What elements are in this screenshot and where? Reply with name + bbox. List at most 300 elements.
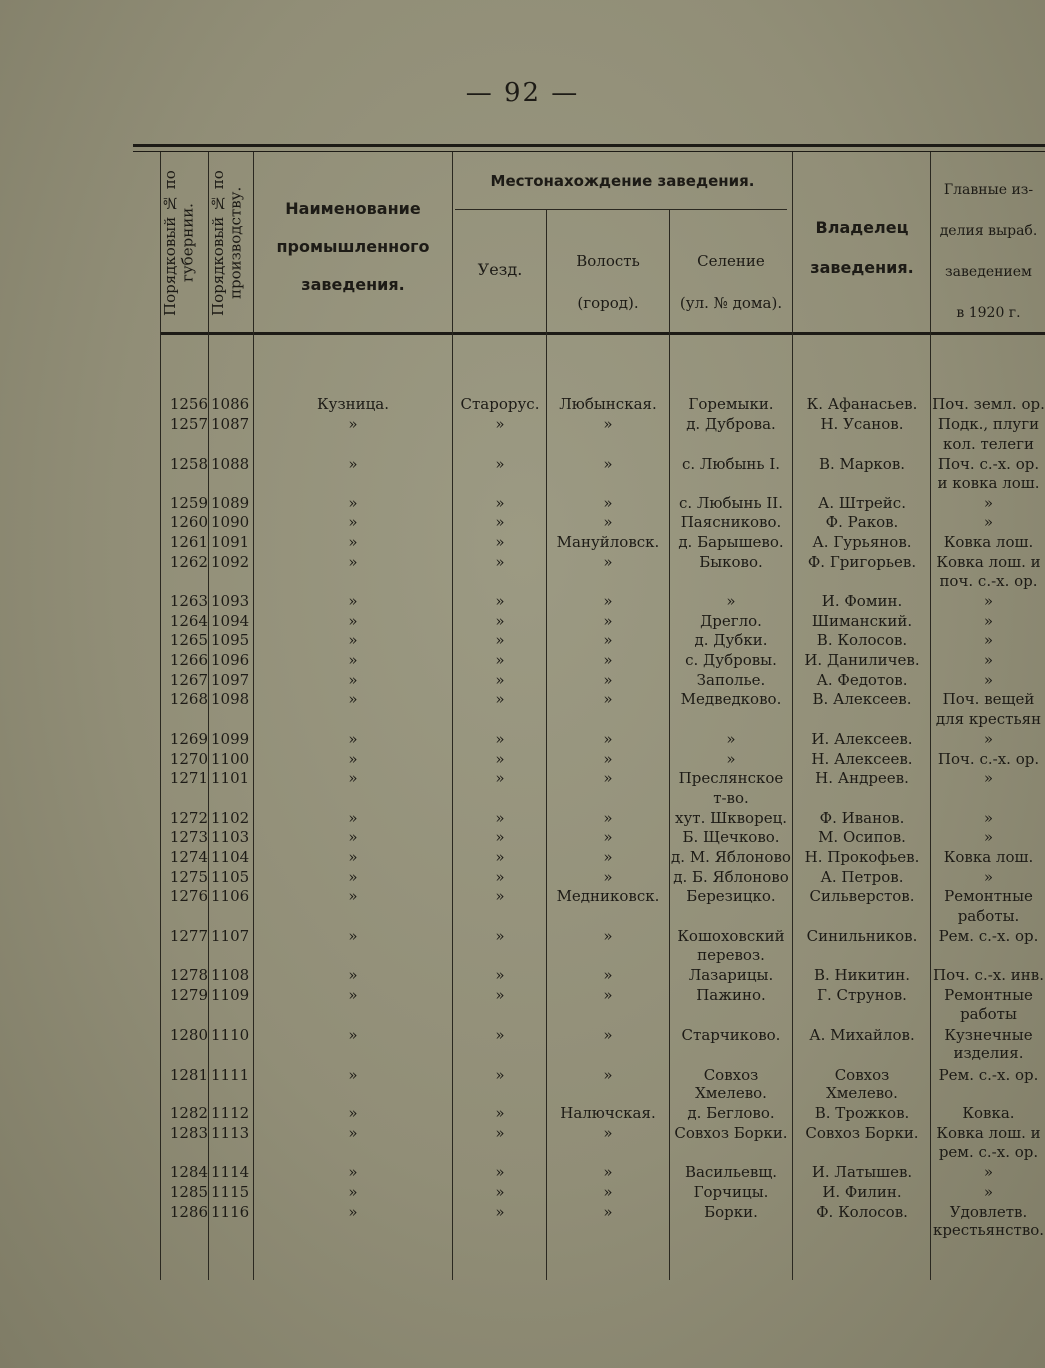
row-uezd: » — [495, 455, 505, 473]
row-products: » — [983, 1163, 994, 1181]
row-establishment-name: » — [348, 651, 358, 669]
row-establishment-name: » — [348, 513, 358, 531]
row-selenie: Дрегло. — [700, 612, 762, 630]
row-selenie: д. Дуброва. — [686, 415, 776, 433]
table-row — [0, 670, 1045, 690]
row-volost: » — [603, 927, 613, 945]
row-selenie: Березицко. — [686, 887, 776, 905]
row-number-production: 1096 — [211, 651, 250, 669]
row-owner: И. Даниличев. — [804, 651, 920, 669]
row-selenie: с. Дубровы. — [685, 651, 777, 669]
row-number-gubernia: 1270 — [169, 750, 208, 768]
row-volost: » — [603, 631, 613, 649]
row-number-production: 1109 — [211, 986, 250, 1004]
table-row — [0, 926, 1045, 946]
row-number-production: 1108 — [211, 966, 250, 984]
row-products: Поч. с.-х. инв. — [932, 966, 1044, 984]
row-selenie: » — [726, 592, 736, 610]
continuation-1262-product: поч. с.-х. ор. — [939, 572, 1038, 590]
table-row — [0, 591, 1045, 611]
table-row — [0, 768, 1045, 788]
row-volost: Любынская. — [559, 395, 657, 413]
header-col-name-line3: заведения. — [301, 275, 405, 294]
row-establishment-name: » — [348, 1066, 358, 1084]
continuation-1277-selenie: перевоз. — [697, 946, 765, 964]
row-volost: » — [603, 848, 613, 866]
row-number-gubernia: 1258 — [169, 455, 208, 473]
row-uezd: » — [495, 1183, 505, 1201]
row-selenie: Старчиково. — [681, 1026, 781, 1044]
row-owner: Ф. Григорьев. — [807, 553, 917, 571]
row-owner: А. Михайлов. — [809, 1026, 915, 1044]
row-number-production: 1104 — [211, 848, 250, 866]
row-volost: » — [603, 513, 613, 531]
row-products: Поч. с.-х. ор. — [937, 750, 1040, 768]
header-col-products-line1: Главные из- — [943, 182, 1034, 198]
table-row — [0, 867, 1045, 887]
row-products: » — [983, 612, 994, 630]
row-establishment-name: » — [348, 730, 358, 748]
continuation-1281-selenie: Хмелево. — [695, 1084, 767, 1102]
row-number-production: 1090 — [211, 513, 250, 531]
row-selenie: Кошоховский — [677, 927, 785, 945]
table-row — [0, 749, 1045, 769]
row-selenie: Совхоз — [703, 1066, 759, 1084]
table-row — [0, 611, 1045, 631]
continuation-1283-product: рем. с.-х. ор. — [938, 1143, 1039, 1161]
table-row — [0, 965, 1045, 985]
row-number-gubernia: 1268 — [169, 690, 208, 708]
location-subheader-rule — [455, 209, 787, 210]
row-owner: Ф. Иванов. — [819, 809, 905, 827]
row-number-gubernia: 1271 — [169, 769, 208, 787]
row-selenie: Пажино. — [696, 986, 766, 1004]
row-owner: Н. Усанов. — [820, 415, 904, 433]
row-uezd: » — [495, 671, 505, 689]
row-owner: Ф. Раков. — [825, 513, 899, 531]
row-selenie: д. Дубки. — [694, 631, 768, 649]
row-owner: Совхоз — [834, 1066, 890, 1084]
row-establishment-name: » — [348, 1163, 358, 1181]
continuation-1258-product: и ковка лош. — [937, 474, 1040, 492]
row-owner: Ф. Колосов. — [816, 1203, 908, 1221]
row-owner: Н. Прокофьев. — [804, 848, 920, 866]
header-col-selenie-line2: (ул. № дома). — [679, 294, 783, 312]
row-number-production: 1116 — [211, 1203, 250, 1221]
row-number-production: 1097 — [211, 671, 250, 689]
row-products: Поч. вещей — [942, 690, 1035, 708]
row-products: Поч. с.-х. ор. — [937, 455, 1040, 473]
row-volost: » — [603, 1203, 613, 1221]
header-col-owner — [794, 208, 930, 288]
header-col-volost-line1: Волость — [576, 252, 640, 270]
row-establishment-name: » — [348, 848, 358, 866]
row-volost: » — [603, 415, 613, 433]
row-number-gubernia: 1262 — [169, 553, 208, 571]
row-establishment-name: » — [348, 415, 358, 433]
row-volost: Медниковск. — [556, 887, 660, 905]
row-uezd: » — [495, 533, 505, 551]
row-number-production: 1088 — [211, 455, 250, 473]
row-uezd: » — [495, 809, 505, 827]
table-row — [0, 512, 1045, 532]
row-volost: Мануйловск. — [556, 533, 660, 551]
row-uezd: » — [495, 1026, 505, 1044]
row-uezd: » — [495, 612, 505, 630]
row-selenie: Медведково. — [680, 690, 782, 708]
row-number-production: 1115 — [211, 1183, 250, 1201]
continuation-1281-owner: Хмелево. — [826, 1084, 898, 1102]
row-number-gubernia: 1282 — [169, 1104, 208, 1122]
row-uezd: » — [495, 1163, 505, 1181]
row-selenie: Б. Щечково. — [682, 828, 780, 846]
row-number-production: 1101 — [211, 769, 250, 787]
table-row — [0, 729, 1045, 749]
top-rule-thin — [133, 151, 1045, 152]
row-products: » — [983, 1183, 994, 1201]
row-products: Подк., плуги — [937, 415, 1040, 433]
table-row — [0, 630, 1045, 650]
row-uezd: » — [495, 966, 505, 984]
row-selenie: Совхоз Борки. — [674, 1124, 788, 1142]
row-number-production: 1110 — [211, 1026, 250, 1044]
row-owner: А. Федотов. — [816, 671, 908, 689]
table-row — [0, 847, 1045, 867]
row-volost: » — [603, 690, 613, 708]
row-establishment-name: » — [348, 690, 358, 708]
row-number-production: 1112 — [211, 1104, 250, 1122]
row-uezd: » — [495, 494, 505, 512]
table-row — [0, 1025, 1045, 1045]
row-products: » — [983, 730, 994, 748]
header-rule — [160, 332, 1045, 335]
row-uezd: » — [495, 750, 505, 768]
table-row — [0, 808, 1045, 828]
row-number-production: 1093 — [211, 592, 250, 610]
header-col-owner-line2: заведения. — [810, 258, 914, 277]
row-establishment-name: » — [348, 1026, 358, 1044]
row-products: » — [983, 513, 994, 531]
header-col-gubernia-number: Порядковый № по губернии. — [161, 170, 197, 316]
row-volost: » — [603, 651, 613, 669]
row-number-gubernia: 1273 — [169, 828, 208, 846]
row-owner: Синильников. — [806, 927, 918, 945]
row-volost: » — [603, 494, 613, 512]
row-owner: А. Гурьянов. — [812, 533, 912, 551]
row-volost: » — [603, 1163, 613, 1181]
row-volost: » — [603, 730, 613, 748]
row-volost: » — [603, 553, 613, 571]
row-establishment-name: » — [348, 750, 358, 768]
table-row — [0, 394, 1045, 414]
row-volost: » — [603, 1026, 613, 1044]
header-col-volost — [548, 240, 668, 324]
row-uezd: » — [495, 1066, 505, 1084]
table-row — [0, 493, 1045, 513]
row-owner: Н. Алексеев. — [811, 750, 913, 768]
row-products: Удовлетв. — [949, 1203, 1028, 1221]
header-col-selenie — [671, 240, 791, 324]
row-uezd: » — [495, 651, 505, 669]
header-col-products-line3: заведением — [945, 264, 1032, 280]
row-products: Ковка. — [962, 1104, 1015, 1122]
row-establishment-name: » — [348, 553, 358, 571]
table-row — [0, 689, 1045, 709]
row-owner: Н. Андреев. — [815, 769, 909, 787]
row-owner: В. Колосов. — [816, 631, 908, 649]
row-volost: » — [603, 592, 613, 610]
row-volost: » — [603, 455, 613, 473]
row-establishment-name: » — [348, 494, 358, 512]
row-number-production: 1092 — [211, 553, 250, 571]
row-establishment-name: » — [348, 769, 358, 787]
row-number-gubernia: 1281 — [169, 1066, 208, 1084]
row-products: » — [983, 671, 994, 689]
row-owner: М. Осипов. — [818, 828, 906, 846]
row-selenie: д. Б. Яблоново — [673, 868, 789, 886]
row-establishment-name: » — [348, 631, 358, 649]
row-number-production: 1105 — [211, 868, 250, 886]
row-number-gubernia: 1283 — [169, 1124, 208, 1142]
row-number-gubernia: 1278 — [169, 966, 208, 984]
row-selenie: Горчицы. — [693, 1183, 769, 1201]
row-selenie: » — [726, 750, 736, 768]
row-establishment-name: » — [348, 966, 358, 984]
row-establishment-name: » — [348, 828, 358, 846]
row-establishment-name: » — [348, 887, 358, 905]
header-col-owner-line1: Владелец — [815, 218, 909, 237]
row-products: » — [983, 828, 994, 846]
row-products: » — [983, 631, 994, 649]
row-establishment-name: » — [348, 927, 358, 945]
row-establishment-name: » — [348, 455, 358, 473]
row-owner: И. Латышев. — [811, 1163, 913, 1181]
table-row — [0, 650, 1045, 670]
header-col-uezd: Уезд. — [477, 260, 523, 279]
header-col-name-line1: Наименование — [285, 199, 421, 218]
row-products: Рем. с.-х. ор. — [938, 927, 1039, 945]
row-products: » — [983, 769, 994, 787]
row-products: » — [983, 592, 994, 610]
row-selenie: д. Беглово. — [687, 1104, 775, 1122]
header-col-selenie-line1: Селение — [697, 252, 765, 270]
row-number-gubernia: 1260 — [169, 513, 208, 531]
row-volost: » — [603, 809, 613, 827]
row-selenie: Заполье. — [696, 671, 766, 689]
row-volost: Налючская. — [560, 1104, 656, 1122]
row-selenie: Быково. — [699, 553, 763, 571]
row-establishment-name: » — [348, 868, 358, 886]
row-products: » — [983, 868, 994, 886]
row-establishment-name: » — [348, 986, 358, 1004]
row-selenie: д. М. Яблоново — [671, 848, 791, 866]
row-number-gubernia: 1279 — [169, 986, 208, 1004]
table-row — [0, 886, 1045, 906]
row-number-production: 1111 — [211, 1066, 250, 1084]
row-owner: В. Трожков. — [814, 1104, 910, 1122]
row-uezd: » — [495, 868, 505, 886]
continuation-1286-product: крестьянство. — [932, 1221, 1045, 1239]
row-uezd: » — [495, 415, 505, 433]
row-establishment-name: » — [348, 1124, 358, 1142]
row-number-production: 1089 — [211, 494, 250, 512]
row-selenie: с. Любынь I. — [681, 455, 781, 473]
row-products: Рем. с.-х. ор. — [938, 1066, 1039, 1084]
row-number-gubernia: 1261 — [169, 533, 208, 551]
row-number-gubernia: 1285 — [169, 1183, 208, 1201]
row-establishment-name: » — [348, 809, 358, 827]
row-volost: » — [603, 1066, 613, 1084]
continuation-1276-product: работы. — [957, 907, 1020, 925]
row-uezd: » — [495, 769, 505, 787]
row-number-production: 1094 — [211, 612, 250, 630]
row-uezd: » — [495, 1104, 505, 1122]
row-number-production: 1087 — [211, 415, 250, 433]
header-col-volost-line2: (город). — [577, 294, 639, 312]
row-selenie: Паясниково. — [680, 513, 782, 531]
row-owner: И. Фомин. — [821, 592, 903, 610]
row-number-production: 1100 — [211, 750, 250, 768]
row-selenie: Борки. — [704, 1203, 758, 1221]
row-owner: И. Алексеев. — [811, 730, 913, 748]
row-number-gubernia: 1284 — [169, 1163, 208, 1181]
row-establishment-name: » — [348, 1104, 358, 1122]
table-row — [0, 827, 1045, 847]
continuation-1280-product: изделия. — [953, 1044, 1024, 1062]
row-owner: В. Алексеев. — [812, 690, 912, 708]
row-owner: И. Филин. — [822, 1183, 902, 1201]
row-products: Ремонтные — [944, 887, 1033, 905]
table-row — [0, 454, 1045, 474]
row-owner: К. Афанасьев. — [806, 395, 918, 413]
table-row — [0, 414, 1045, 434]
row-volost: » — [603, 868, 613, 886]
row-products: Ковка лош. и — [936, 1124, 1041, 1142]
row-owner: Г. Струнов. — [817, 986, 907, 1004]
row-number-production: 1098 — [211, 690, 250, 708]
row-products: Кузнечные — [944, 1026, 1033, 1044]
row-selenie: Преслянское — [678, 769, 784, 787]
row-uezd: » — [495, 631, 505, 649]
row-number-gubernia: 1272 — [169, 809, 208, 827]
header-col-products-line2: делия выраб. — [939, 223, 1038, 239]
table-row — [0, 1123, 1045, 1143]
row-uezd: » — [495, 513, 505, 531]
row-products: Ковка лош. — [943, 848, 1034, 866]
row-selenie: с. Любынь II. — [678, 494, 784, 512]
row-uezd: » — [495, 848, 505, 866]
header-location-group: Местонахождение заведения. — [490, 172, 755, 190]
row-uezd: » — [495, 553, 505, 571]
row-establishment-name: » — [348, 592, 358, 610]
row-number-gubernia: 1256 — [169, 395, 208, 413]
header-col-name — [256, 190, 450, 304]
row-number-production: 1114 — [211, 1163, 250, 1181]
row-products: » — [983, 494, 994, 512]
row-number-production: 1086 — [211, 395, 250, 413]
row-number-production: 1102 — [211, 809, 250, 827]
row-uezd: » — [495, 1124, 505, 1142]
row-number-gubernia: 1276 — [169, 887, 208, 905]
row-number-production: 1091 — [211, 533, 250, 551]
row-owner: В. Марков. — [818, 455, 906, 473]
row-uezd: Старорус. — [460, 395, 540, 413]
continuation-1268-product: для крестьян — [935, 710, 1042, 728]
row-products: Ковка лош. — [943, 533, 1034, 551]
row-uezd: » — [495, 592, 505, 610]
row-number-gubernia: 1264 — [169, 612, 208, 630]
row-uezd: » — [495, 887, 505, 905]
row-establishment-name: » — [348, 533, 358, 551]
row-selenie: хут. Шкворец. — [675, 809, 787, 827]
row-establishment-name: » — [348, 612, 358, 630]
table-row — [0, 532, 1045, 552]
row-uezd: » — [495, 730, 505, 748]
table-row — [0, 1182, 1045, 1202]
continuation-1257-product: кол. телеги — [943, 435, 1034, 453]
header-col-production-number: Порядковый № по производству. — [209, 170, 245, 316]
continuation-1271-selenie: т-во. — [713, 789, 749, 807]
row-products: Ковка лош. и — [936, 553, 1041, 571]
table-row — [0, 552, 1045, 572]
table-row — [0, 1103, 1045, 1123]
table-row — [0, 1065, 1045, 1085]
row-owner: В. Никитин. — [813, 966, 911, 984]
row-number-gubernia: 1257 — [169, 415, 208, 433]
row-number-production: 1107 — [211, 927, 250, 945]
row-products: » — [983, 809, 994, 827]
row-volost: » — [603, 986, 613, 1004]
row-number-gubernia: 1263 — [169, 592, 208, 610]
table-row — [0, 1202, 1045, 1222]
row-selenie: » — [726, 730, 736, 748]
table-row — [0, 1162, 1045, 1182]
row-establishment-name: Кузница. — [317, 395, 389, 413]
header-col-products — [932, 170, 1045, 334]
top-rule — [133, 144, 1045, 147]
row-products: Ремонтные — [944, 986, 1033, 1004]
row-selenie: д. Барышево. — [678, 533, 784, 551]
row-products: Поч. земл. ор. — [932, 395, 1045, 413]
table-row — [0, 985, 1045, 1005]
row-selenie: Васильевщ. — [684, 1163, 778, 1181]
row-number-production: 1113 — [211, 1124, 250, 1142]
row-number-gubernia: 1280 — [169, 1026, 208, 1044]
row-number-production: 1099 — [211, 730, 250, 748]
header-col-name-line2: промышленного — [276, 237, 430, 256]
row-number-gubernia: 1259 — [169, 494, 208, 512]
row-owner: Сильверстов. — [809, 887, 915, 905]
row-owner: Шиманский. — [811, 612, 913, 630]
row-volost: » — [603, 769, 613, 787]
row-volost: » — [603, 828, 613, 846]
row-number-gubernia: 1267 — [169, 671, 208, 689]
row-volost: » — [603, 612, 613, 630]
row-volost: » — [603, 1124, 613, 1142]
row-number-gubernia: 1277 — [169, 927, 208, 945]
row-uezd: » — [495, 927, 505, 945]
row-number-production: 1095 — [211, 631, 250, 649]
row-selenie: Горемыки. — [688, 395, 774, 413]
row-number-production: 1106 — [211, 887, 250, 905]
row-volost: » — [603, 671, 613, 689]
row-owner: А. Петров. — [820, 868, 904, 886]
row-number-gubernia: 1286 — [169, 1203, 208, 1221]
row-number-gubernia: 1266 — [169, 651, 208, 669]
row-establishment-name: » — [348, 1183, 358, 1201]
row-volost: » — [603, 750, 613, 768]
row-number-gubernia: 1265 — [169, 631, 208, 649]
